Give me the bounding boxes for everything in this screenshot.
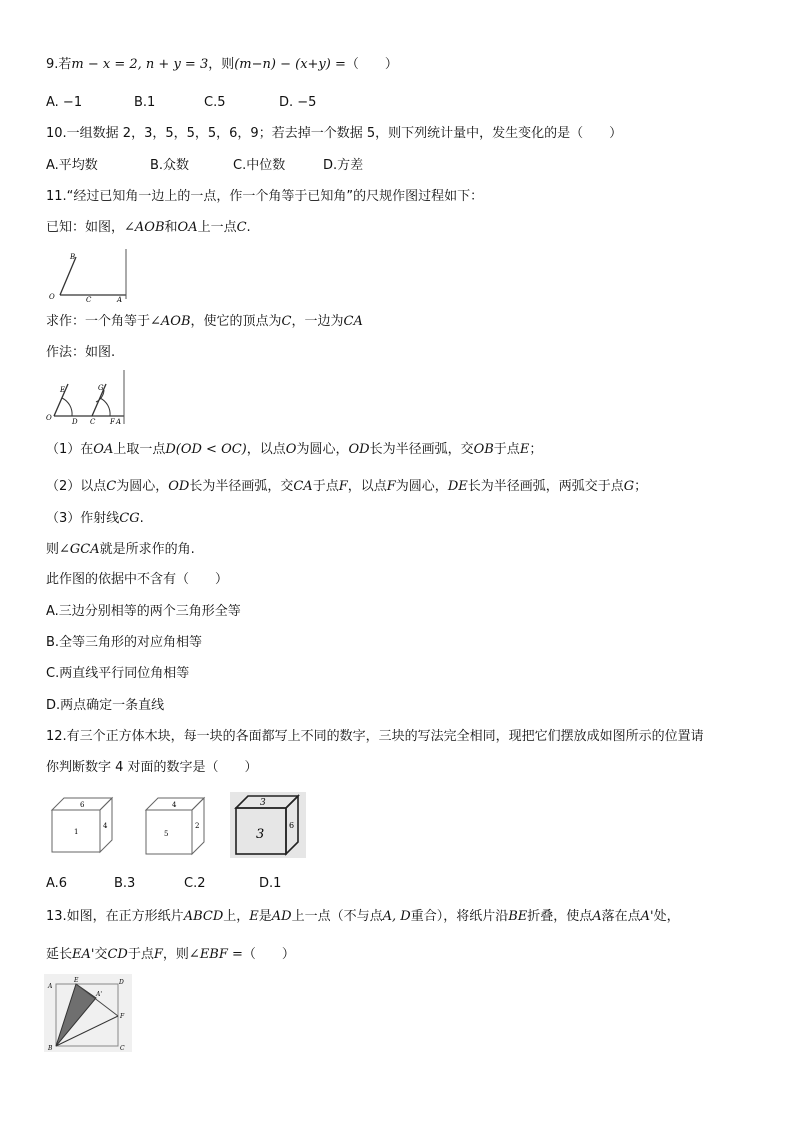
q13-line2 [46, 946, 295, 964]
q13-l2-c: 于点 [127, 947, 154, 962]
q11-given-angle: ∠AOB [124, 220, 165, 235]
q12-option-a[interactable]: A.6 [46, 876, 68, 891]
q9-paren: （ ） [345, 57, 398, 72]
q11-given [46, 219, 251, 237]
step2-m1: C [106, 479, 117, 494]
step1-m2: D(OD < OC) [165, 442, 247, 457]
q9-option-c[interactable]: C.5 [204, 95, 226, 110]
step2-h: ； [634, 479, 648, 494]
q11-method: 作法：如图. [46, 345, 116, 360]
label-e: E [74, 977, 79, 984]
q12-option-d[interactable]: D.1 [259, 876, 282, 891]
cube-3-right-number: 6 [289, 821, 295, 830]
q13-l2-m2: CD [107, 947, 128, 962]
step3-b: . [139, 511, 144, 526]
q10-option-c[interactable]: C.中位数 [233, 158, 286, 173]
q13-l1-m4: A, D [382, 909, 411, 924]
cube-2-front [146, 810, 192, 854]
q12-option-c[interactable]: C.2 [184, 876, 206, 891]
q11-given-point: C [236, 220, 247, 235]
q10-option-b[interactable]: B.众数 [150, 158, 190, 173]
arc-c [100, 398, 110, 416]
label-d: D [72, 418, 78, 426]
step1-m6: E [519, 442, 530, 457]
q9-condition: m − x = 2, n + y = 3 [71, 57, 209, 72]
label-c: C [86, 296, 92, 303]
q13-l1-b: 上， [223, 909, 250, 924]
q13-l2-d: ，则 [162, 947, 189, 962]
step1-e: 长为半径画弧，交 [369, 442, 474, 457]
q9-option-a[interactable]: A. −1 [46, 95, 83, 110]
label-b: B [70, 253, 76, 261]
q12-stem-line1: 12.有三个正方体木块，每一块的各面都写上不同的数字，三块的写法完全相同，现把它们摆放成如图所示的位置请 [46, 729, 704, 744]
q13-line1 [46, 908, 680, 926]
label-d: D [119, 979, 124, 986]
label-c: C [120, 1045, 125, 1052]
cube-3-top-number: 3 [260, 798, 266, 808]
q13-l1-c: 是 [258, 909, 272, 924]
q11-seek-mid2: ，一边为 [291, 314, 344, 329]
step1-m4: OD [348, 442, 370, 457]
cube-2 [144, 796, 208, 856]
q11-option-a[interactable]: A.三边分别相等的两个三角形全等 [46, 604, 241, 619]
cube-2-right-number: 2 [195, 822, 200, 830]
step2-m7: G [623, 479, 635, 494]
q11-option-b[interactable]: B.全等三角形的对应角相等 [46, 635, 203, 650]
q11-seek [46, 313, 363, 331]
q11-given-figure [46, 247, 130, 303]
q11-question: 此作图的依据中不含有（ ） [46, 572, 229, 587]
step1-m1: OA [93, 442, 114, 457]
arc-o [62, 398, 72, 416]
cube-1-front-number: 1 [74, 828, 79, 836]
q13-l1-d: 上一点（不与点 [291, 909, 383, 924]
q13-l1-h: 处， [653, 909, 680, 924]
q11-given-ray: OA [177, 220, 198, 235]
q11-given-mid2: 上一点 [197, 220, 237, 235]
q11-seek-angle: ∠AOB [150, 314, 191, 329]
cube-1-right-number: 4 [103, 822, 108, 830]
label-a: A [48, 983, 53, 990]
step1-a: （1）在 [46, 442, 94, 457]
q11-given-prefix: 已知：如图， [46, 220, 125, 235]
step2-m6: DE [447, 479, 468, 494]
label-f: F [110, 418, 115, 426]
q9-option-b[interactable]: B.1 [134, 95, 156, 110]
label-f: F [120, 1013, 125, 1020]
q13-l2-m4: ∠EBF = [188, 947, 243, 962]
q9-stem-mid: ，则 [208, 57, 235, 72]
q11-step1 [46, 441, 542, 459]
q9-option-d[interactable]: D. −5 [279, 95, 317, 110]
step2-d: 于点 [312, 479, 339, 494]
q11-conclusion [46, 541, 195, 559]
q11-intro: 11.“经过已知角一边上的一点，作一个角等于已知角”的尺规作图过程如下： [46, 189, 484, 204]
cube-3 [230, 792, 306, 858]
q11-step3 [46, 510, 144, 528]
step2-a: （2）以点 [46, 479, 107, 494]
q11-option-c[interactable]: C.两直线平行同位角相等 [46, 666, 190, 681]
cube-1-top-number: 6 [80, 801, 85, 809]
step2-m5: F [386, 479, 396, 494]
q11-seek-prefix: 求作：一个角等于 [46, 314, 151, 329]
q10-stem: 10.一组数据 2，3，5，5，5，6，9；若去掉一个数据 5，则下列统计量中，发生变化的是（ ） [46, 126, 623, 141]
q11-construction-figure [46, 368, 128, 426]
label-c: C [90, 418, 96, 426]
q12-option-b[interactable]: B.3 [114, 876, 136, 891]
step2-m4: F [338, 479, 348, 494]
label-a-prime: A' [96, 991, 102, 998]
q11-given-mid: 和 [164, 220, 178, 235]
q11-seek-side: CA [343, 314, 363, 329]
q10-option-d[interactable]: D.方差 [323, 158, 364, 173]
q13-l1-m1: ABCD [183, 909, 224, 924]
step2-c: 长为半径画弧，交 [189, 479, 294, 494]
ray-ob [60, 257, 76, 295]
q11-step2 [46, 478, 647, 496]
q11-option-d[interactable]: D.两点确定一条直线 [46, 698, 165, 713]
q9-expression: (m−n) − (x+y) = [234, 57, 346, 72]
q11-seek-vertex: C [281, 314, 292, 329]
q12-stem-line2: 你判断数字 4 对面的数字是（ ） [46, 760, 258, 775]
q13-l1-m2: E [249, 909, 259, 924]
q10-option-a[interactable]: A.平均数 [46, 158, 98, 173]
step2-m3: CA [293, 479, 313, 494]
label-a: A [117, 296, 123, 303]
conclusion-a: 则 [46, 542, 60, 557]
q13-l1-m7: A' [640, 909, 654, 924]
q13-l1-e: 重合），将纸片沿 [410, 909, 509, 924]
step1-f: 于点 [493, 442, 520, 457]
step1-c: ，以点 [246, 442, 286, 457]
q13-l1-g: 落在点 [601, 909, 641, 924]
step2-b: 为圆心， [116, 479, 169, 494]
cube-3-front-number: 3 [256, 827, 265, 842]
q13-l1-f: 折叠，使点 [527, 909, 593, 924]
step2-m2: OD [168, 479, 190, 494]
conclusion-m: ∠GCA [59, 542, 100, 557]
step1-m3: O [285, 442, 297, 457]
q11-given-end: . [246, 220, 251, 235]
q13-l2-b: 交 [94, 947, 108, 962]
q11-seek-mid: ，使它的顶点为 [190, 314, 282, 329]
q13-figure [44, 974, 132, 1052]
step1-d: 为圆心， [296, 442, 349, 457]
q13-l1-a: 13.如图，在正方形纸片 [46, 909, 184, 924]
label-g: G [98, 384, 104, 392]
q13-l2-a: 延长 [46, 947, 73, 962]
step1-g: ； [529, 442, 543, 457]
conclusion-b: 就是所求作的角. [99, 542, 195, 557]
step1-m5: OB [473, 442, 494, 457]
cube-1 [50, 796, 116, 854]
q13-l1-m6: A [592, 909, 602, 924]
step2-f: 为圆心， [395, 479, 448, 494]
q13-l1-m5: BE [508, 909, 528, 924]
q13-l2-m1: EA' [72, 947, 95, 962]
q13-l1-m3: AD [271, 909, 292, 924]
label-e: E [60, 386, 66, 394]
label-o: O [46, 414, 52, 422]
q9-stem-prefix: 9.若 [46, 57, 72, 72]
q9-stem [46, 56, 398, 74]
cube-2-top-number: 4 [172, 801, 177, 809]
step1-b: 上取一点 [113, 442, 166, 457]
step2-g: 长为半径画弧，两弧交于点 [467, 479, 624, 494]
cube-2-front-number: 5 [164, 830, 169, 838]
q13-l2-e: （ ） [242, 947, 295, 962]
step3-a: （3）作射线 [46, 511, 120, 526]
label-a: A [116, 418, 122, 426]
step3-m1: CG [119, 511, 140, 526]
step2-e: ，以点 [347, 479, 387, 494]
label-o: O [49, 293, 55, 301]
q13-l2-m3: F [153, 947, 163, 962]
label-b: B [48, 1045, 53, 1052]
